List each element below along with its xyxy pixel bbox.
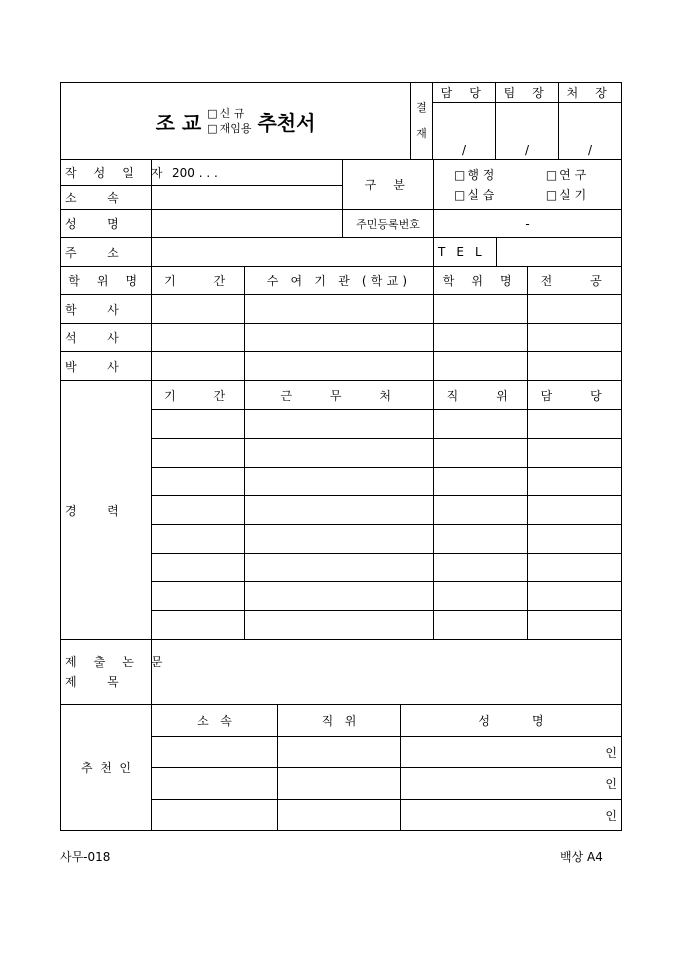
degree-cell[interactable] [528,352,622,381]
career-cell[interactable] [528,554,622,582]
recommender-cell[interactable] [278,768,401,800]
approval-label: 결 재 [411,83,433,160]
recommender-table [60,704,622,831]
thesis-label: 제 출 논 문 제 목 [61,640,152,705]
address-table [60,237,622,267]
degree-cell[interactable] [152,324,245,352]
career-cell[interactable] [245,611,434,640]
recommender-cell[interactable] [278,800,401,831]
degree-header-period: 기 간 [152,267,245,295]
approval-sign-2[interactable]: / [496,103,559,160]
career-cell[interactable] [528,582,622,611]
career-cell[interactable] [528,468,622,496]
checkbox-admin[interactable]: □ 행 정 [454,165,542,185]
checkbox-research[interactable]: □ 연 구 [546,168,586,182]
career-cell[interactable] [245,525,434,554]
career-cell[interactable] [528,611,622,640]
career-cell[interactable] [245,496,434,525]
career-cell[interactable] [434,582,528,611]
career-cell[interactable] [434,468,528,496]
checkbox-reappointment[interactable]: □ 재임용 [207,121,251,136]
seal-mark: 인 [605,808,617,823]
career-cell[interactable] [528,496,622,525]
career-cell[interactable] [152,611,245,640]
degree-cell[interactable] [245,352,434,381]
career-header-workplace: 근 무 처 [245,381,434,410]
seal-mark: 인 [605,745,617,760]
career-cell[interactable] [434,554,528,582]
career-cell[interactable] [434,525,528,554]
paper-spec: 백상 A4 [560,850,603,864]
checkbox-practice[interactable]: □ 실 습 [454,185,542,205]
recommendation-form [60,82,621,831]
recommender-cell[interactable] [152,768,278,800]
degree-cell[interactable] [245,295,434,324]
name-label: 성 명 [61,210,152,238]
career-cell[interactable] [152,496,245,525]
career-cell[interactable] [434,439,528,468]
career-cell[interactable] [245,439,434,468]
career-cell[interactable] [528,439,622,468]
date-field[interactable]: 200 . . . [152,160,343,186]
degree-cell[interactable] [152,352,245,381]
career-cell[interactable] [152,582,245,611]
degree-cell[interactable] [434,324,528,352]
career-header-duty: 담 당 [528,381,622,410]
division-options [434,160,622,210]
address-label: 주 소 [61,238,152,267]
checkbox-new[interactable]: □ 신 규 [207,106,251,121]
thesis-title-field[interactable] [152,640,622,705]
career-cell[interactable] [152,410,245,439]
career-cell[interactable] [245,582,434,611]
career-cell[interactable] [152,439,245,468]
career-cell[interactable] [152,468,245,496]
career-cell[interactable] [434,496,528,525]
career-cell[interactable] [528,525,622,554]
approval-sign-1[interactable]: / [433,103,496,160]
date-label: 작 성 일 자 [61,160,152,186]
degree-row-master: 석 사 [61,324,152,352]
career-header-period: 기 간 [152,381,245,410]
degree-table [60,266,622,381]
affiliation-field[interactable] [152,186,343,210]
name-field[interactable] [152,210,343,238]
seal-mark: 인 [605,777,617,791]
recommender-name-seal[interactable] [401,768,622,800]
degree-row-bachelor: 학 사 [61,295,152,324]
recommender-name-seal[interactable] [401,800,622,831]
approval-role-2: 팀 장 [496,83,559,103]
career-cell[interactable] [528,410,622,439]
division-label: 구 분 [343,160,434,210]
recommender-cell[interactable] [152,737,278,768]
career-label: 경 력 [61,381,152,640]
approval-sign-3[interactable]: / [559,103,622,160]
address-field[interactable] [152,238,434,267]
career-cell[interactable] [434,410,528,439]
degree-cell[interactable] [434,295,528,324]
career-cell[interactable] [152,525,245,554]
rrn-field[interactable]: - [434,210,622,238]
recommender-label: 추 천 인 [61,705,152,831]
career-cell[interactable] [245,410,434,439]
degree-cell[interactable] [245,324,434,352]
approval-role-1: 담 당 [433,83,496,103]
degree-header-major: 전 공 [528,267,622,295]
thesis-table [60,639,622,705]
rrn-label: 주민등록번호 [343,210,434,238]
recommender-header-name: 성 명 [401,705,622,737]
header-table [60,82,622,160]
tel-field[interactable] [497,238,622,267]
career-cell[interactable] [434,611,528,640]
degree-cell[interactable] [528,324,622,352]
degree-header-name: 학 위 명 [61,267,152,295]
affiliation-label: 소 속 [61,186,152,210]
degree-cell[interactable] [528,295,622,324]
recommender-cell[interactable] [152,800,278,831]
recommender-name-seal[interactable] [401,737,622,768]
career-cell[interactable] [245,554,434,582]
tel-label: T E L [434,238,497,267]
career-header-position: 직 위 [434,381,528,410]
checkbox-practical-skill[interactable]: □ 실 기 [546,188,586,202]
degree-cell[interactable] [152,295,245,324]
degree-cell[interactable] [434,352,528,381]
form-code: 사무-018 [60,850,111,864]
info-table [60,159,622,238]
degree-header-name-2: 학 위 명 [434,267,528,295]
form-title [61,83,411,160]
career-cell[interactable] [152,554,245,582]
degree-header-institution: 수 여 기 관 (학교) [245,267,434,295]
approval-role-3: 처 장 [559,83,622,103]
title-main: 추천서 [257,110,316,135]
degree-row-doctor: 박 사 [61,352,152,381]
career-cell[interactable] [245,468,434,496]
title-prefix: 조 교 [155,110,202,135]
recommender-header-affiliation: 소 속 [152,705,278,737]
recommender-cell[interactable] [278,737,401,768]
recommender-header-position: 직 위 [278,705,401,737]
career-table [60,380,622,640]
